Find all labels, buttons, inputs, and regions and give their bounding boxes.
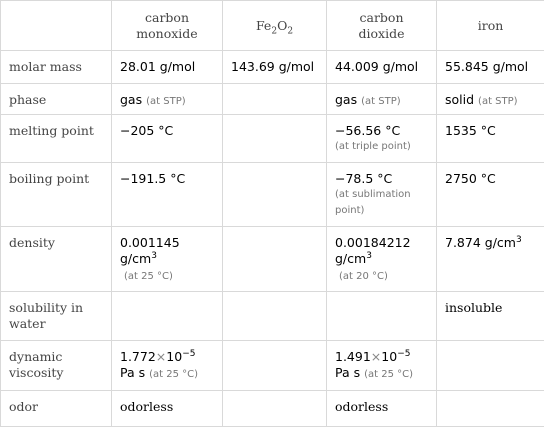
header-fe2o2: [223, 1, 327, 51]
row-label: phase: [1, 84, 112, 115]
row-label-line2: viscosity: [9, 365, 64, 380]
power-exponent: −5: [182, 348, 196, 359]
condition-text: (at sublimation: [335, 189, 411, 200]
fe2o2-o: O: [277, 17, 288, 33]
condition-text: (at STP): [478, 96, 518, 107]
unit-text: g/cm: [120, 251, 152, 266]
cell-co-odor: odorless: [112, 391, 223, 427]
condition-text: (at STP): [361, 96, 401, 107]
cell-fe-phase: [437, 84, 544, 115]
cell-fe2o2-density: [223, 227, 327, 292]
row-label-line2: water: [9, 316, 46, 331]
cell-co2-phase: [327, 84, 437, 115]
row-density: [1, 227, 544, 292]
header-iron: iron: [437, 1, 544, 51]
power-base: 10: [381, 349, 398, 364]
fe2o2-sub1: 2: [271, 26, 278, 36]
cell-fe-solubility: insoluble: [437, 292, 544, 341]
unit-text: Pa s: [120, 365, 146, 380]
cell-co2-molar-mass: 44.009 g/mol: [327, 51, 437, 84]
cell-fe-density: [437, 227, 544, 292]
row-molar-mass: [1, 51, 544, 84]
row-boiling-point: [1, 163, 544, 227]
cell-fe-boiling: 2750 °C: [437, 163, 544, 227]
cell-co2-solubility: [327, 292, 437, 341]
row-viscosity: [1, 341, 544, 391]
value-text: −78.5 °C: [335, 171, 393, 186]
row-label: [1, 292, 112, 341]
cell-co-viscosity: [112, 341, 223, 391]
unit-exponent: 3: [366, 250, 372, 261]
row-label: odor: [1, 391, 112, 427]
cell-co-melting: −205 °C: [112, 115, 223, 163]
value-text: solid: [445, 92, 475, 107]
fe2o2-fe: Fe: [255, 17, 272, 33]
row-label: [1, 341, 112, 391]
times-sign: ×: [155, 349, 167, 364]
row-label-line1: solubility in: [9, 300, 84, 315]
value-text: 0.001145: [120, 235, 180, 250]
header-row: [1, 1, 544, 51]
row-label: molar mass: [1, 51, 112, 84]
cell-fe-viscosity: [437, 341, 544, 391]
power-base: 10: [166, 349, 183, 364]
cell-fe-odor: [437, 391, 544, 427]
times-sign: ×: [370, 349, 382, 364]
cell-fe-melting: 1535 °C: [437, 115, 544, 163]
fe2o2-sub2: 2: [287, 26, 294, 36]
value-text: 0.00184212: [335, 235, 411, 250]
cell-co2-melting: [327, 115, 437, 163]
unit-text: Pa s: [335, 365, 361, 380]
value-text: gas: [335, 92, 358, 107]
row-solubility: [1, 292, 544, 341]
header-cd-line2: dioxide: [358, 25, 405, 41]
condition-text: point): [335, 205, 365, 216]
unit-text: g/cm: [335, 251, 367, 266]
cell-co-phase: [112, 84, 223, 115]
row-label: density: [1, 227, 112, 292]
condition-text: (at triple point): [335, 141, 411, 152]
condition-text: (at 25 °C): [149, 369, 199, 380]
cell-fe2o2-melting: [223, 115, 327, 163]
cell-co-molar-mass: 28.01 g/mol: [112, 51, 223, 84]
cell-fe2o2-solubility: [223, 292, 327, 341]
row-odor: [1, 391, 544, 427]
condition-text: (at STP): [146, 96, 186, 107]
row-phase: [1, 84, 544, 115]
cell-fe2o2-viscosity: [223, 341, 327, 391]
cell-fe2o2-phase: [223, 84, 327, 115]
cell-co-boiling: −191.5 °C: [112, 163, 223, 227]
unit-exponent: 3: [515, 234, 522, 245]
header-cd-line1: carbon: [359, 9, 404, 25]
cell-co-density: [112, 227, 223, 292]
value-text: 7.874 g/cm: [445, 235, 516, 250]
row-melting-point: [1, 115, 544, 163]
header-carbon-monoxide: [112, 1, 223, 51]
header-co-line2: monoxide: [136, 25, 198, 41]
header-co-line1: carbon: [144, 9, 189, 25]
mantissa: 1.491: [335, 349, 371, 364]
cell-co-solubility: [112, 292, 223, 341]
value-text: −56.56 °C: [335, 123, 401, 138]
cell-fe-molar-mass: 55.845 g/mol: [437, 51, 544, 84]
condition-text: (at 25 °C): [124, 271, 173, 282]
cell-fe2o2-molar-mass: 143.69 g/mol: [223, 51, 327, 84]
cell-co2-density: [327, 227, 437, 292]
cell-fe2o2-odor: [223, 391, 327, 427]
mantissa: 1.772: [120, 349, 156, 364]
condition-text: (at 20 °C): [339, 271, 388, 282]
row-label-line1: dynamic: [9, 349, 63, 364]
unit-exponent: 3: [151, 250, 157, 261]
header-carbon-dioxide: [327, 1, 437, 51]
row-label: melting point: [1, 115, 112, 163]
cell-co2-boiling: [327, 163, 437, 227]
header-empty: [1, 1, 112, 51]
cell-co2-odor: odorless: [327, 391, 437, 427]
row-label: boiling point: [1, 163, 112, 227]
cell-co2-viscosity: [327, 341, 437, 391]
condition-text: (at 25 °C): [364, 369, 414, 380]
value-text: gas: [120, 92, 143, 107]
power-exponent: −5: [397, 348, 411, 359]
cell-fe2o2-boiling: [223, 163, 327, 227]
